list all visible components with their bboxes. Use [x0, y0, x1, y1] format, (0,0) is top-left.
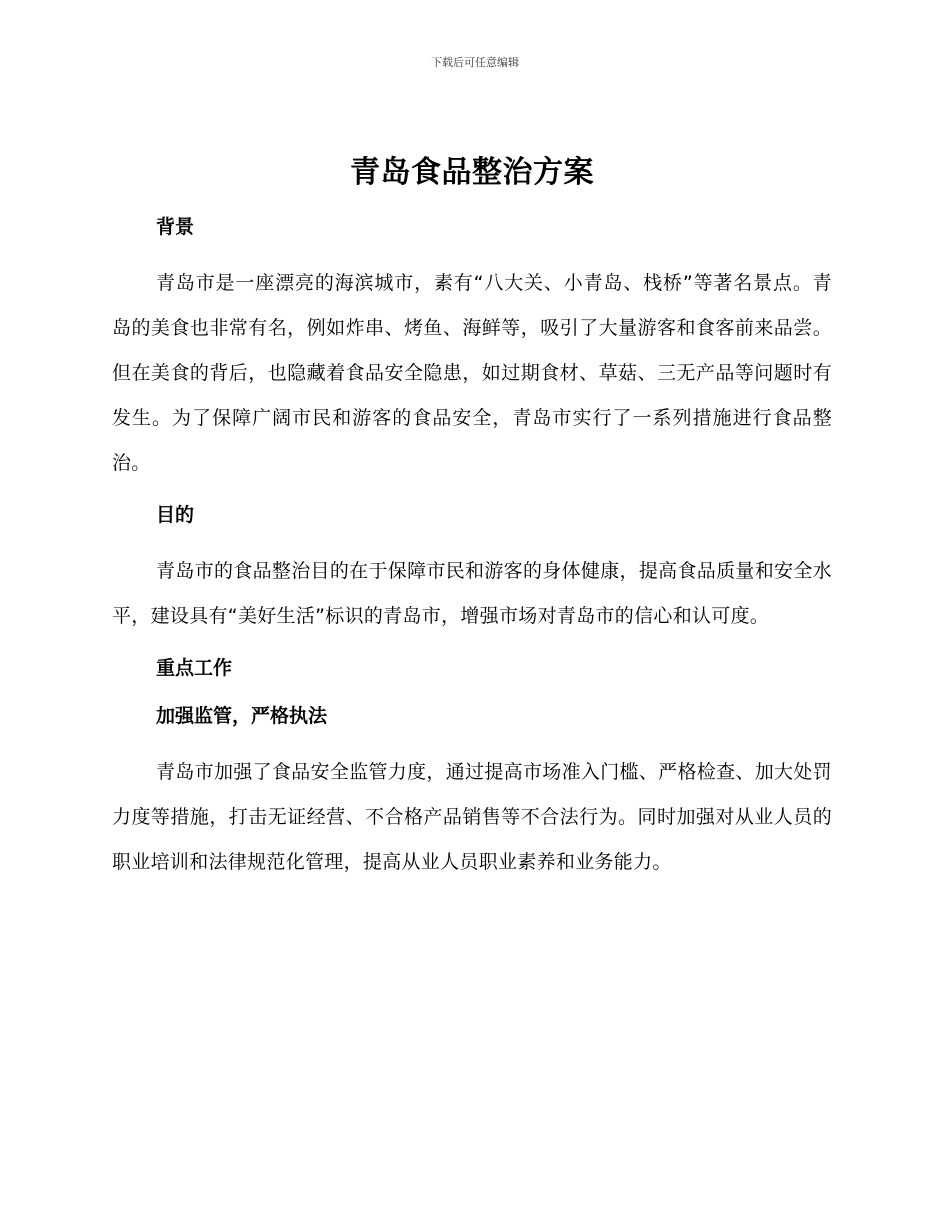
section-heading-purpose: 目的 [156, 504, 195, 526]
document-body [112, 148, 832, 885]
section-paragraph-supervision: 青岛市加强了食品安全监管力度，通过提高市场准入门槛、严格检查、加大处罚力度等措施，打击无证经营、不合格产品销售等不合法行为。同时加强对从业人员的职业培训和法律规范化管理，提高从业人员职业素养和业务能力。 [112, 761, 832, 873]
section-paragraph-purpose: 青岛市的食品整治目的在于保障市民和游客的身体健康，提高食品质量和安全水平，建设具有“美好生活”标识的青岛市，增强市场对青岛市的信心和认可度。 [112, 560, 832, 627]
section-paragraph-background: 青岛市是一座漂亮的海滨城市，素有“八大关、小青岛、栈桥”等著名景点。青岛的美食也非常有名，例如炸串、烤鱼、海鲜等，吸引了大量游客和食客前来品尝。但在美食的背后，也隐藏着食品安全隐患，如过期食材、草菇、三无产品等问题时有发生。为了保障广阔市民和游客的食品安全，青岛市实行了一系列措施进行食品整治。 [112, 272, 832, 474]
section-subheading-supervision: 加强监管，严格执法 [156, 705, 328, 727]
page-header-note: 下载后可任意编辑 [431, 56, 519, 69]
section-heading-key-work: 重点工作 [156, 657, 233, 679]
section-heading-background: 背景 [156, 216, 195, 238]
document-title: 青岛食品整治方案 [350, 155, 594, 190]
